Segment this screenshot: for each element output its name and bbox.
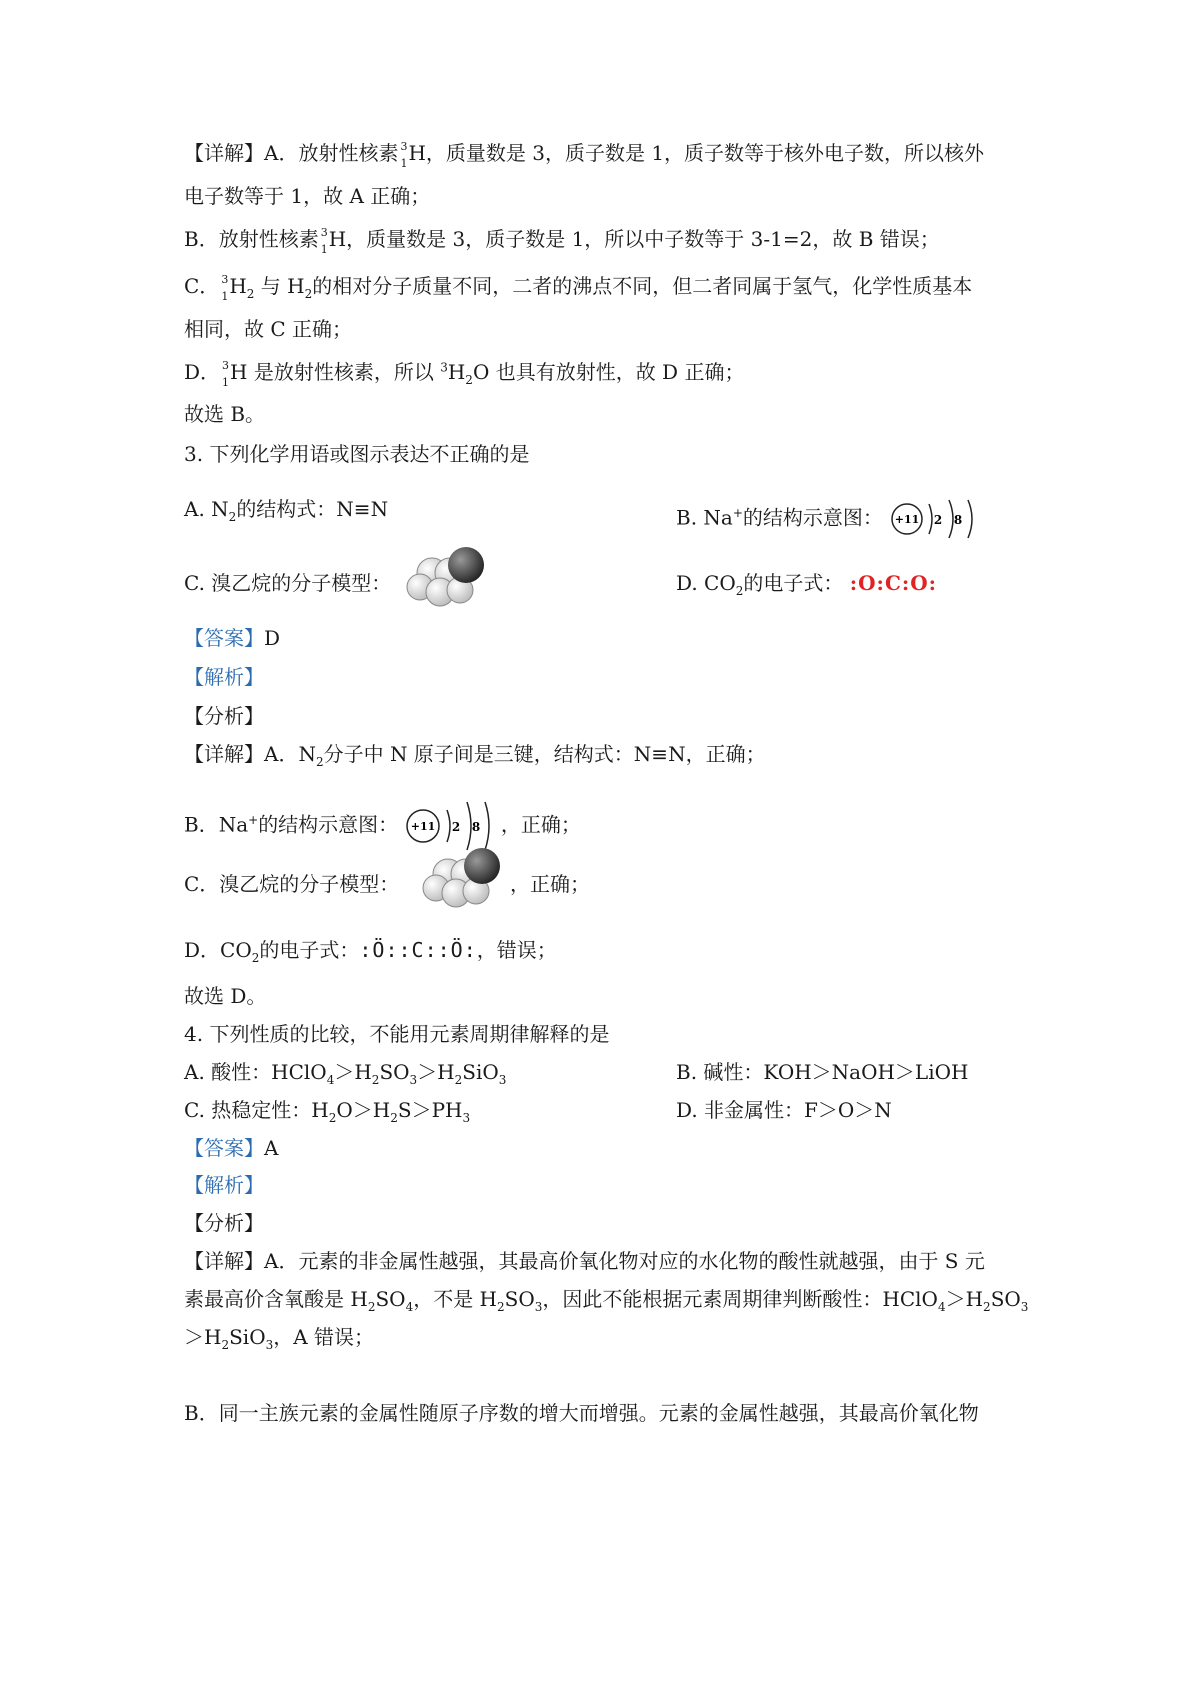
detail-line-3: B．放射性核素 3 1 H，质量数是 3，质子数是 1，所以中子数等于 3-1=2，故 B 错误； — [184, 225, 940, 256]
question-3: 3. 下列化学用语或图示表达不正确的是 — [184, 442, 530, 466]
co2-lewis-red: :O:C:O: — [849, 571, 938, 595]
svg-text:8: 8 — [954, 513, 963, 527]
co2-lewis-black: :Ö::C::Ö: — [359, 938, 477, 962]
nuclide-notation: 3 1 — [320, 225, 328, 256]
option-3d: D. $CO_2$的电子式： :O:C:O: — [676, 571, 938, 598]
detail-line-1 — [184, 140, 984, 169]
question-4: 4. 下列性质的比较，不能用元素周期律解释的是 — [184, 1022, 610, 1046]
fenxi-tag-3: 【分析】 — [184, 704, 264, 728]
analysis-tag-4: 【解析】 — [184, 1173, 264, 1197]
answer-3: 【答案】D — [184, 626, 281, 650]
nuclide-notation: 3 1 — [400, 139, 408, 170]
svg-text:2: 2 — [451, 820, 460, 834]
option-4c: C. 热稳定性：$H_2O>H_2S>PH_3$ — [184, 1098, 471, 1125]
fenxi-tag-4: 【分析】 — [184, 1211, 264, 1235]
option-4a: A. 酸性：$HClO_4>H_2SO_3>H_2SiO_3$ — [184, 1060, 507, 1087]
svg-text:+11: +11 — [895, 513, 920, 526]
detail-3c: C．溴乙烷的分子模型： — [184, 872, 400, 896]
detail-3d: D．$CO_2$的电子式：:Ö::C::Ö:，错误； — [184, 938, 557, 965]
svg-text:8: 8 — [471, 820, 480, 834]
detail-4-line-4: B．同一主族元素的金属性随原子序数的增大而增强。元素的金属性越强，其最高价氧化物 — [184, 1401, 979, 1425]
detail-line-7: 故选 B。 — [184, 402, 266, 426]
option-3b: B. Na+的结构示意图： +11 2 8 — [676, 496, 979, 542]
detail-4-line-3: $>H_2SiO_3$，A 错误； — [184, 1325, 375, 1352]
detail-line-2: 电子数等于 1，故 A 正确； — [184, 184, 431, 208]
svg-text:+11: +11 — [410, 820, 435, 833]
bromoethane-model-icon — [420, 846, 506, 916]
analysis-tag-3: 【解析】 — [184, 665, 264, 689]
text: H，质量数是 3，质子数是 1，质子数等于核外电子数，所以核外 — [408, 141, 985, 165]
option-4d: D. 非金属性：F＞O＞N — [676, 1098, 892, 1122]
option-3c: C. 溴乙烷的分子模型： — [184, 571, 392, 595]
option-4b: B. 碱性：KOH＞NaOH＞LiOH — [676, 1060, 969, 1084]
nuclide-notation: 3 1 — [221, 272, 229, 303]
detail-4-line-2: 素最高价含氧酸是 $H_2SO_4$，不是 $H_2SO_3$，因此不能根据元素周期律判断酸性：$HClO_4>H_2SO_3$ — [184, 1287, 1029, 1314]
detail-4-line-1: 【详解】A．元素的非金属性越强，其最高价氧化物对应的水化物的酸性就越强，由于 S 元 — [184, 1249, 985, 1273]
detail-line-6: D． 3 1 H 是放射性核素，所以 $^3H_2O$ 也具有放射性，故 D 正确； — [184, 358, 745, 389]
bromoethane-model-icon — [404, 545, 490, 615]
detail-3c-end: ，正确； — [510, 872, 590, 896]
detail-3a: 【详解】A．$N_2$分子中 N 原子间是三键，结构式：N≡N，正确； — [184, 742, 766, 769]
detail-3-end: 故选 D。 — [184, 984, 267, 1008]
nuclide-notation: 3 1 — [222, 358, 230, 389]
detail-3b: B．Na+的结构示意图： +11 2 8 ，正确； — [184, 798, 581, 854]
answer-4: 【答案】A — [184, 1136, 279, 1160]
detail-line-5: 相同，故 C 正确； — [184, 317, 353, 341]
text: 【详解】A．放射性核素 — [184, 141, 399, 165]
detail-line-4: C． 3 1 $H_2$ 与 $H_2$的相对分子质量不同，二者的沸点不同，但二者同属于氢气，化学性质基本 — [184, 272, 973, 303]
svg-text:2: 2 — [934, 513, 943, 527]
na-ion-structure-icon — [889, 496, 979, 542]
option-3a: A. $N_2$的结构式：N≡N — [184, 497, 389, 524]
